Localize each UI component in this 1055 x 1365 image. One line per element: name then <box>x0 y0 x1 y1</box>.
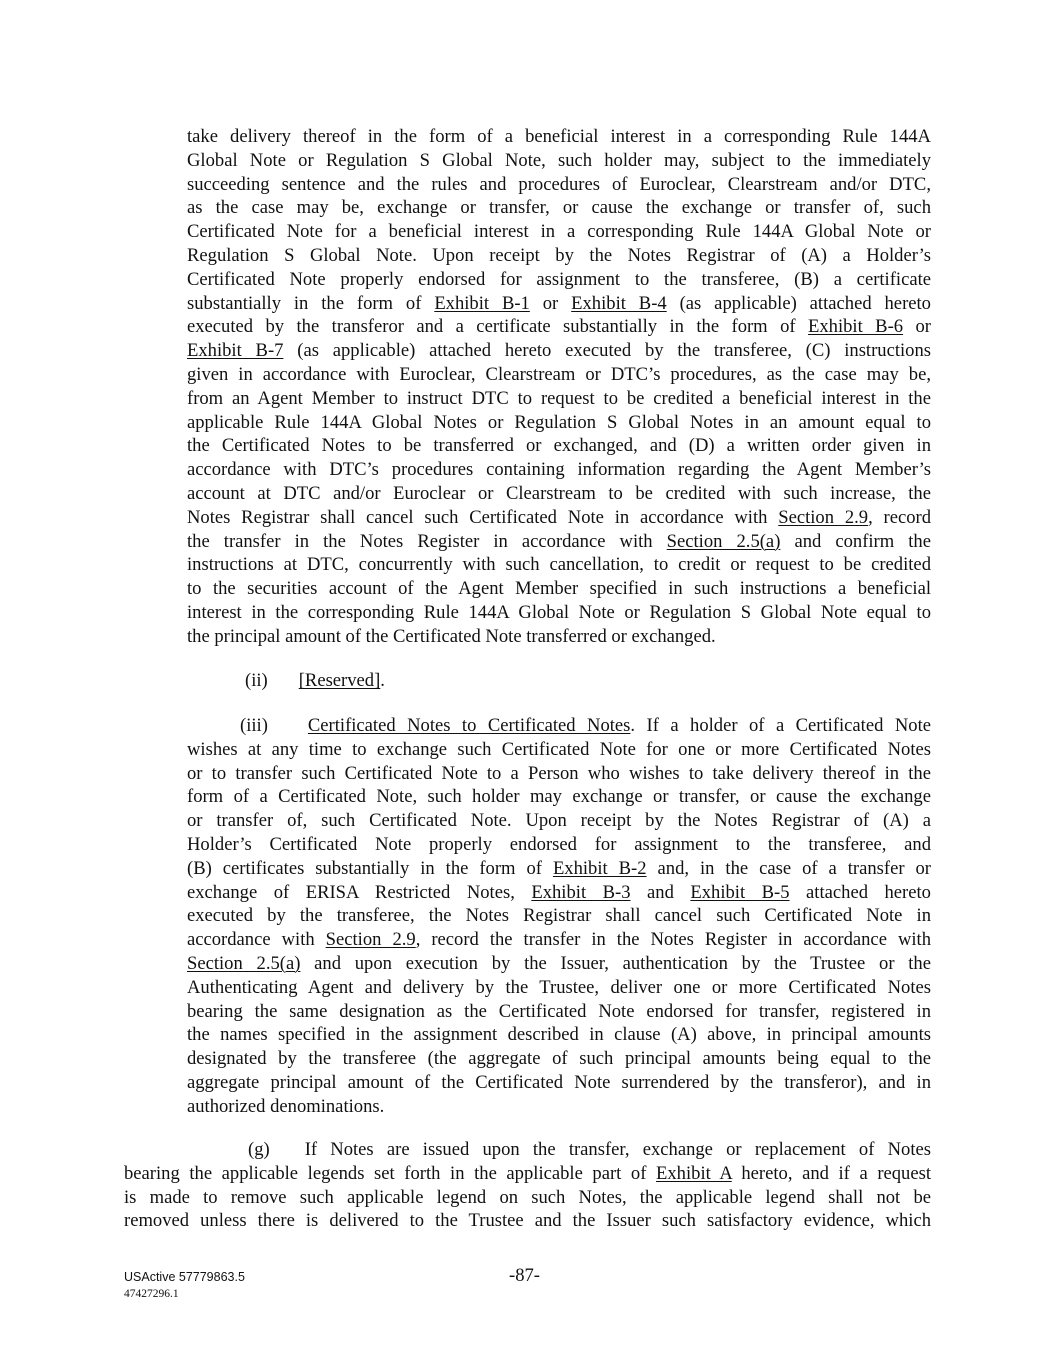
cross-reference-link[interactable]: Exhibit B-1 <box>434 292 530 314</box>
clause-first-line <box>187 714 931 738</box>
text-segment: applicable Rule 144A Global Notes or Regulation S Global Notes in an amount equal to <box>187 411 931 433</box>
text-line <box>187 387 931 411</box>
section-text: If Notes are issued upon the transfer, exchange or replacement of Notes <box>304 1139 931 1160</box>
text-segment: interest in the corresponding Rule 144A Global Note or Regulation S Global Note equal to <box>187 601 931 623</box>
text-segment: to the securities account of the Agent Member specified in such instructions a beneficial <box>187 578 931 600</box>
clause-text: . If a holder of a Certificated Note <box>630 715 931 736</box>
text-segment: from an Agent Member to instruct DTC to request to be credited a beneficial interest in the <box>187 387 931 409</box>
text-line <box>187 458 931 482</box>
section-first-line <box>124 1138 931 1162</box>
cross-reference-link[interactable]: Exhibit B-4 <box>571 292 667 314</box>
text-segment: the principal amount of the Certificated Note transferred or exchanged. <box>187 625 716 647</box>
text-line <box>187 315 931 339</box>
text-line <box>187 928 931 952</box>
text-line <box>187 1000 931 1024</box>
text-segment: or to transfer such Certificated Note to a Person who wishes to take delivery thereof in the <box>187 762 931 784</box>
text-segment: Notes Registrar shall cancel such Certificated Note in accordance with <box>187 506 779 528</box>
text-segment: hereto, and if a request <box>731 1162 932 1184</box>
cross-reference-link[interactable]: Exhibit B-5 <box>690 881 790 903</box>
text-line <box>187 1047 931 1071</box>
text-segment: given in accordance with Euroclear, Clearstream or DTC’s procedures, as the case may be, <box>187 363 931 385</box>
text-segment: (B) certificates substantially in the form of <box>187 857 553 879</box>
text-line <box>187 268 931 292</box>
cross-reference-link[interactable]: Exhibit B-3 <box>531 881 631 903</box>
text-line <box>187 809 931 833</box>
text-segment: bearing the applicable legends set forth in the applicable part of <box>124 1162 657 1184</box>
text-line <box>187 506 931 530</box>
text-segment: bearing the same designation as the Certificated Note endorsed for transfer, registered in <box>187 1000 931 1022</box>
text-segment: Holder’s Certificated Note properly endorsed for assignment to the transferee, and <box>187 833 931 855</box>
cross-reference-link[interactable]: Exhibit B-6 <box>808 316 904 338</box>
text-line <box>187 785 931 809</box>
text-line <box>124 1162 931 1186</box>
cross-reference-link[interactable]: Exhibit B-7 <box>187 340 284 362</box>
text-segment: accordance with <box>187 929 326 951</box>
text-segment: , record the transfer in the Notes Register in accordance with <box>415 929 932 951</box>
text-line <box>187 881 931 905</box>
text-segment: executed by the transferee, the Notes Registrar shall cancel such Certificated Note in <box>187 905 931 927</box>
text-line <box>187 833 931 857</box>
text-line <box>187 601 931 625</box>
text-segment: the Certificated Notes to be transferred or exchanged, and (D) a written order given in <box>187 435 931 457</box>
text-segment: form of a Certificated Note, such holder may exchange or transfer, or cause the exchange <box>187 786 931 808</box>
cross-reference-link[interactable]: Section 2.9 <box>778 506 869 528</box>
text-segment: accordance with DTC’s procedures containing information regarding the Agent Member’s <box>187 459 931 481</box>
clause-number: (ii) <box>245 670 268 691</box>
text-line <box>187 411 931 435</box>
text-segment: (as applicable) attached hereto <box>666 292 931 314</box>
text-segment: (as applicable) attached hereto executed by the transferee, (C) instructions <box>283 340 932 362</box>
cross-reference-link[interactable]: Exhibit A <box>656 1162 732 1184</box>
text-segment: Authenticating Agent and delivery by the Trustee, deliver one or more Certificated Notes <box>187 976 931 998</box>
text-line <box>187 220 931 244</box>
text-line <box>124 1186 931 1210</box>
text-line <box>187 292 931 316</box>
section-number: (g) <box>248 1139 270 1160</box>
text-line <box>187 952 931 976</box>
text-segment: authorized denominations. <box>187 1095 385 1117</box>
text-line <box>187 125 931 149</box>
text-segment: removed unless there is delivered to the Trustee and the Issuer such satisfactory evidence, which <box>124 1210 931 1232</box>
text-segment: and upon execution by the Issuer, authentication by the Trustee or the <box>300 952 931 974</box>
text-segment: or <box>529 292 572 314</box>
text-segment: or <box>903 316 931 338</box>
text-line <box>187 1071 931 1095</box>
text-segment: and confirm the <box>780 530 931 552</box>
text-segment: , record <box>868 506 932 528</box>
text-segment: the transfer in the Notes Register in accordance with <box>187 530 667 552</box>
text-segment: succeeding sentence and the rules and procedures of Euroclear, Clearstream and/or DTC, <box>187 173 931 195</box>
text-line <box>187 149 931 173</box>
cross-reference-link[interactable]: Exhibit B-2 <box>552 857 647 879</box>
text-line <box>187 577 931 601</box>
text-line <box>187 762 931 786</box>
text-segment: aggregate principal amount of the Certificated Note surrendered by the transferor), and in <box>187 1071 931 1093</box>
text-segment: account at DTC and/or Euroclear or Clearstream to be credited with such increase, the <box>187 482 931 504</box>
text-segment: Regulation S Global Note. Upon receipt by the Notes Registrar of (A) a Holder’s <box>187 244 931 266</box>
text-segment: or transfer of, such Certificated Note. Upon receipt by the Notes Registrar of (A) a <box>187 810 931 832</box>
text-line <box>187 482 931 506</box>
cross-reference-link[interactable]: Section 2.5(a) <box>666 530 781 552</box>
text-line <box>187 363 931 387</box>
text-line <box>187 173 931 197</box>
text-segment: as the case may be, exchange or transfer, or cause the exchange or transfer of, such <box>187 197 931 219</box>
text-segment: instructions at DTC, concurrently with such cancellation, to credit or request to be credited <box>187 554 931 576</box>
text-segment: attached hereto <box>789 881 931 903</box>
text-segment: substantially in the form of <box>187 292 435 314</box>
clause-ii <box>245 669 645 693</box>
text-segment: take delivery thereof in the form of a beneficial interest in a corresponding Rule 144A <box>187 126 931 147</box>
text-line <box>187 553 931 577</box>
text-segment: Certificated Note properly endorsed for assignment to the transferee, (B) a certificate <box>187 268 931 290</box>
text-segment: wishes at any time to exchange such Certificated Note for one or more Certificated Notes <box>187 738 931 760</box>
text-line <box>124 1209 931 1233</box>
text-line <box>187 625 931 649</box>
cross-reference-link[interactable]: Section 2.9 <box>325 929 416 951</box>
text-line <box>187 904 931 928</box>
text-line <box>187 339 931 363</box>
text-line <box>187 244 931 268</box>
document-id: USActive 57779863.5 <box>124 1270 245 1284</box>
text-line <box>187 738 931 762</box>
text-segment: exchange of ERISA Restricted Notes, <box>187 881 532 903</box>
document-id-secondary: 47427296.1 <box>124 1288 179 1300</box>
cross-reference-link[interactable]: Section 2.5(a) <box>187 952 301 974</box>
text-segment: executed by the transferor and a certificate substantially in the form of <box>187 316 808 338</box>
text-segment: Certificated Note for a beneficial interest in a corresponding Rule 144A Global Note or <box>187 221 931 243</box>
text-line <box>187 434 931 458</box>
text-segment: and, in the case of a transfer or <box>646 857 931 879</box>
text-segment: and <box>630 881 691 903</box>
text-line <box>187 1023 931 1047</box>
page-number: -87- <box>509 1265 540 1286</box>
text-line <box>187 976 931 1000</box>
text-line <box>187 1095 931 1119</box>
clause-iii <box>187 714 931 1119</box>
text-segment: Global Note or Regulation S Global Note, such holder may, subject to the immediately <box>187 149 931 171</box>
text-segment: is made to remove such applicable legend on such Notes, the applicable legend shall not be <box>124 1186 931 1208</box>
text-segment: designated by the transferee (the aggregate of such principal amounts being equal to the <box>187 1048 931 1070</box>
text-line <box>187 196 931 220</box>
clause-number: (iii) <box>240 715 268 736</box>
clause-title: [Reserved] <box>298 670 381 691</box>
text-line <box>187 857 931 881</box>
paragraph-continuation <box>187 125 931 649</box>
clause-suffix: . <box>380 670 385 691</box>
text-line <box>187 530 931 554</box>
text-segment: the names specified in the assignment described in clause (A) above, in principal amounts <box>187 1024 931 1046</box>
section-g <box>124 1138 931 1233</box>
clause-title: Certificated Notes to Certificated Notes <box>307 715 631 736</box>
